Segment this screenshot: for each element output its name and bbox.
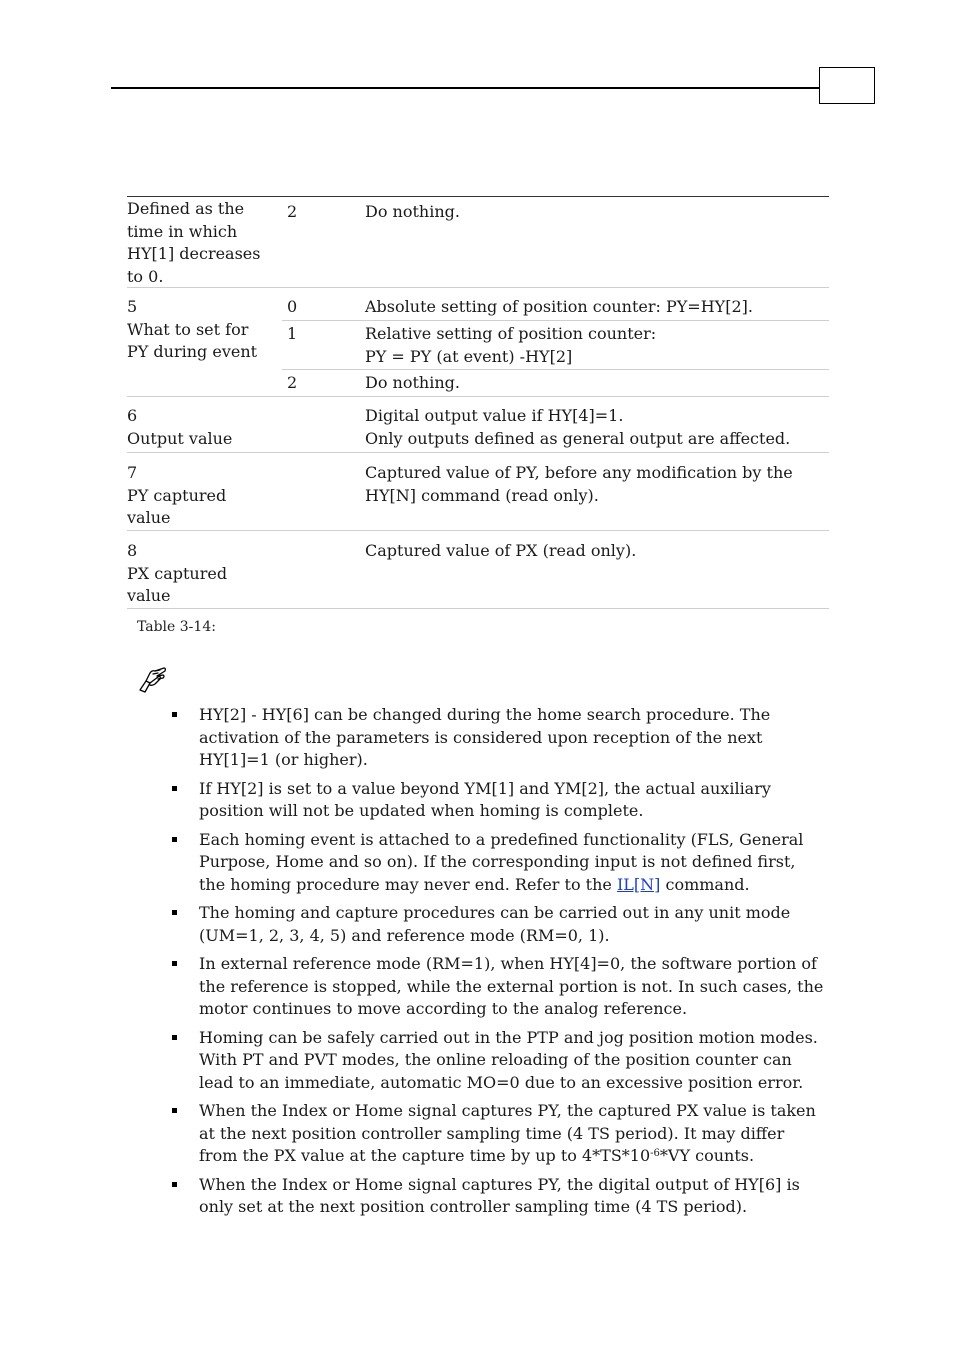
list-item: Homing can be safely carried out in the PTP and jog position motion modes. With PT and PVT modes, the online reloading of the position counter can lead to an immediate, automatic MO=0 due to an excessive position error. [170, 1027, 825, 1095]
row-8-number: 8 [127, 541, 138, 560]
note-hand-icon [136, 664, 170, 694]
row-7-number: 7 [127, 463, 138, 482]
row-a-value: 2 [287, 202, 298, 221]
row-6-number: 6 [127, 406, 138, 425]
table-subrow [282, 370, 829, 396]
table-row [127, 197, 829, 288]
row-7-label [127, 462, 267, 530]
row-6-desc-line2: Only outputs defined as general output are affected. [365, 428, 791, 448]
list-item: In external reference mode (RM=1), when HY[4]=0, the software portion of the reference is stopped, while the external portion is not. In such cases, the motor continues to move according to the analog reference. [170, 953, 825, 1021]
row-a-meaning: Do nothing. [365, 202, 460, 221]
row-6-desc-line1: Digital output value if HY[4]=1. [365, 406, 624, 425]
list-item [170, 829, 825, 897]
row-8-label [127, 540, 267, 608]
table-subrow [282, 288, 829, 321]
option-2-desc: Do nothing. [365, 373, 460, 392]
option-0-desc: Absolute setting of position counter: PY=HY[2]. [365, 297, 753, 316]
note-7-text-start: When the Index or Home signal captures PY, the captured PX value is taken at the next position controller sampling time (4 TS period). It may differ from the PX value at the capture time by up to 4*TS*10 [199, 1101, 816, 1165]
row-a-description: Defined as the time in which HY[1] decreases to 0. [127, 199, 261, 286]
option-2-value: 2 [287, 373, 298, 392]
list-item: When the Index or Home signal captures PY, the digital output of HY[6] is only set at the next position controller sampling time (4 TS period). [170, 1174, 825, 1219]
row-6-label [127, 405, 267, 450]
table-caption: Table 3-14: [137, 619, 216, 635]
row-5-label [127, 296, 267, 364]
table-row [127, 397, 829, 453]
option-1-desc-line2: PY = PY (at event) -HY[2] [365, 346, 573, 366]
notes-list [170, 704, 825, 1225]
list-item: If HY[2] is set to a value beyond YM[1] and YM[2], the actual auxiliary position will not be updated when homing is complete. [170, 778, 825, 823]
row-8-text: PX captured value [127, 563, 228, 605]
table-row [127, 453, 829, 531]
note-7-exponent: -6 [650, 1148, 660, 1159]
row-5-text: What to set for PY during event [127, 319, 258, 361]
table-subrow [282, 321, 829, 370]
header-rule [111, 87, 819, 89]
parameter-table [127, 196, 829, 609]
row-5-number: 5 [127, 297, 138, 316]
note-3-text-start: Each homing event is attached to a predefined functionality (FLS, General Purpose, Home and so on). If the corresponding input is not defined first, the homing procedure may never end. Refer to the [199, 829, 804, 894]
il-n-command-link[interactable]: IL[N] [616, 874, 661, 894]
option-1-value: 1 [287, 324, 298, 343]
row-6-meaning [365, 405, 829, 450]
table-row [127, 288, 829, 397]
row-8-meaning: Captured value of PX (read only). [365, 541, 637, 560]
row-7-meaning: Captured value of PY, before any modification by the HY[N] command (read only). [365, 463, 793, 505]
list-item: HY[2] - HY[6] can be changed during the home search procedure. The activation of the parameters is considered upon reception of the next HY[1]=1 (or higher). [170, 704, 825, 772]
row-7-text: PY captured value [127, 485, 227, 527]
table-row [127, 531, 829, 609]
row-6-text: Output value [127, 428, 233, 448]
note-3-text-end: command. [660, 874, 750, 894]
option-1-desc [365, 323, 656, 368]
option-0-value: 0 [287, 297, 298, 316]
option-1-desc-line1: Relative setting of position counter: [365, 324, 657, 343]
list-item: The homing and capture procedures can be carried out in any unit mode (UM=1, 2, 3, 4, 5) and reference mode (RM=0, 1). [170, 902, 825, 947]
list-item [170, 1100, 825, 1168]
note-7-text-end: *VY counts. [659, 1146, 755, 1165]
page-number-box [819, 67, 875, 104]
